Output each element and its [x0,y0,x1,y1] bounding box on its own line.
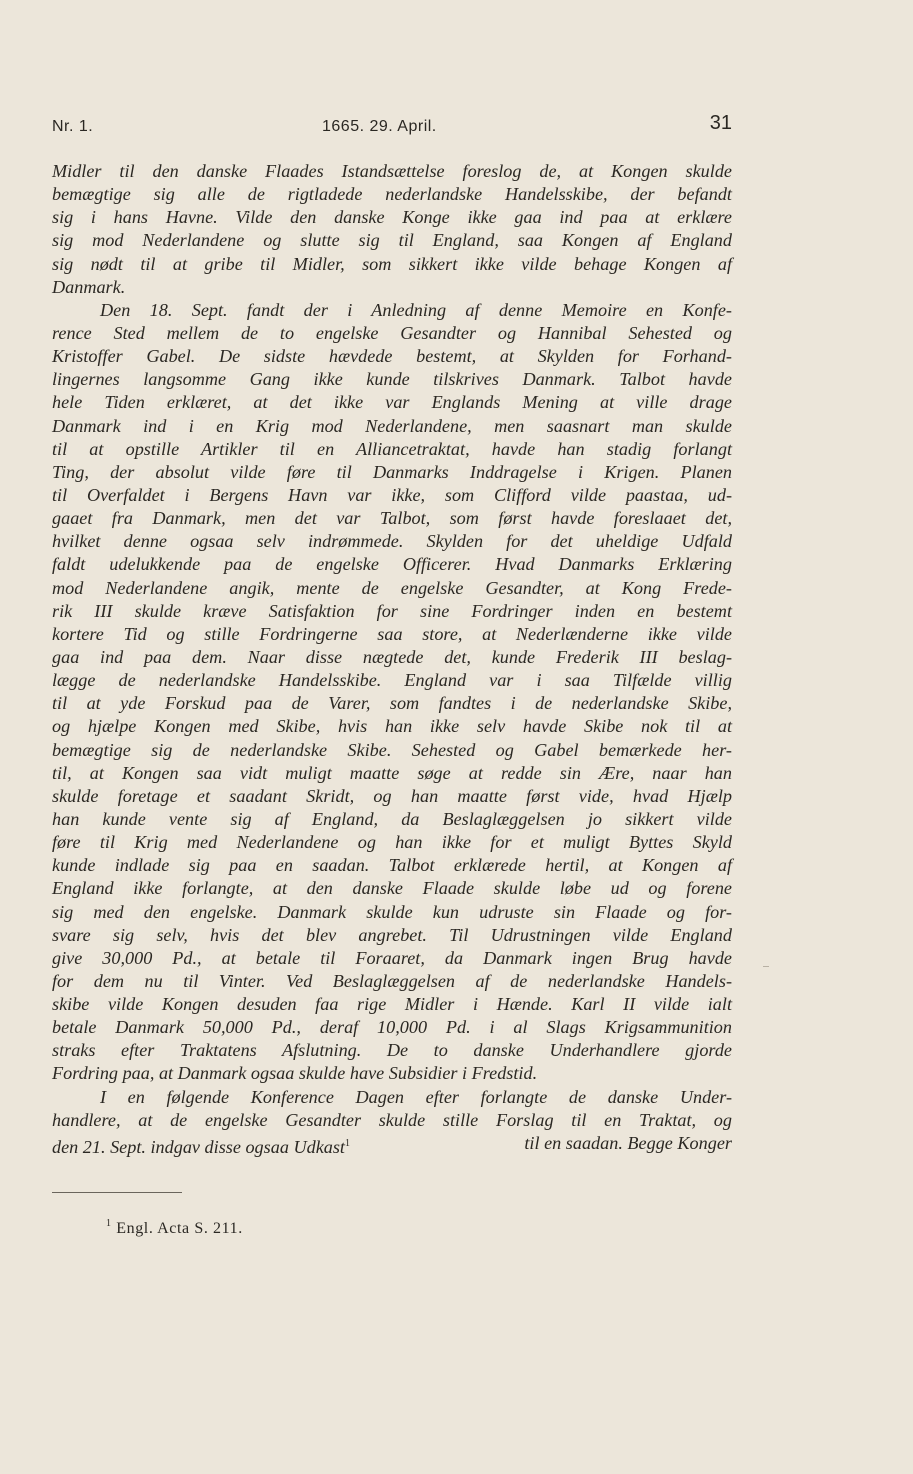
text-line: Kristoffer Gabel. De sidste hævdede bestemt, at Skylden for Forhand- [52,346,732,367]
text-line-part: til en saadan. Begge Konger [524,1132,732,1153]
text-line: sig mod Nederlandene og slutte sig til England, saa Kongen af England [52,230,732,251]
text-line: give 30,000 Pd., at betale til Foraaret, da Danmark ingen Brug havde [52,947,732,968]
text-line: straks efter Traktatens Afslutning. De to danske Underhandlere gjorde [52,1040,732,1061]
text-line: mod Nederlandene angik, mente de engelske Gesandter, at Kong Frede- [52,577,732,598]
text-line: til, at Kongen saa vidt muligt maatte søge at redde sin Ære, naar han [52,762,732,783]
text-line: sig i hans Havne. Vilde den danske Konge ikke gaa ind paa at erklære [52,207,732,228]
text-line: skibe vilde Kongen desuden faa rige Midler i Hænde. Karl II vilde ialt [52,994,732,1015]
footnote [106,1218,243,1238]
page-header [52,110,732,140]
body-text [52,160,732,1155]
text-line: rik III skulde kræve Satisfaktion for sine Fordringer inden en bestemt [52,600,732,621]
text-line: for dem nu til Vinter. Ved Beslaglæggelsen af de nederlandske Handels- [52,970,732,991]
text-line: føre til Krig med Nederlandene og han ikke for et muligt Byttes Skyld [52,832,732,853]
text-line: I en følgende Konference Dagen efter forlangte de danske Under- [100,1086,732,1107]
text-line: bemægtige sig de nederlandske Skibe. Sehested og Gabel bemærkede her- [52,739,732,760]
footnote-divider [52,1192,182,1193]
text-line: kortere Tid og stille Fordringerne saa store, at Nederlænderne ikke vilde [52,623,732,644]
text-line: Midler til den danske Flaades Istandsættelse foreslog de, at Kongen skulde [52,161,732,181]
footnote-text: Engl. Acta S. 211. [116,1220,243,1237]
text-line: til at yde Forskud paa de Varer, som fandtes i de nederlandske Skibe, [52,693,732,714]
margin-mark [763,966,769,967]
text-line: kunde indlade sig paa en saadan. Talbot erklærede hertil, at Kongen af [52,855,732,876]
text-line: og hjælpe Kongen med Skibe, hvis han ikke selv havde Skibe nok til at [52,716,732,737]
text-line-part: den 21. Sept. indgav disse ogsaa Udkast$^1$ [52,1136,350,1157]
text-line: Danmark. [52,276,126,297]
text-line: Den 18. Sept. fandt der i Anledning af denne Memoire en Konfe- [100,299,732,320]
text-line: gaaet fra Danmark, men det var Talbot, som først havde foreslaaet det, [52,508,732,529]
text-line: Fordring paa, at Danmark ogsaa skulde have Subsidier i Fredstid. [52,1063,538,1084]
text-line: lægge de nederlandske Handelsskibe. England var i saa Tilfælde villig [52,670,732,691]
text-line: til at opstille Artikler til en Alliancetraktat, havde han stadig forlangt [52,438,732,459]
text-line: betale Danmark 50,000 Pd., deraf 10,000 Pd. i al Slags Krigsammunition [52,1017,732,1038]
text-line: England ikke forlangte, at den danske Flaade skulde løbe ud og forene [52,878,732,899]
text-line-with-footnote-ref [52,1132,732,1155]
text-line: Danmark ind i en Krig mod Nederlandene, men saasnart man skulde [52,415,732,436]
footnote-marker: 1 [106,1218,112,1229]
text-line: skulde foretage et saadant Skridt, og han maatte først vide, hvad Hjælp [52,785,732,806]
text-line: faldt udelukkende paa de engelske Officerer. Hvad Danmarks Erklæring [52,554,732,575]
text-line: gaa ind paa dem. Naar disse nægtede det, kunde Frederik III beslag- [52,646,732,667]
text-line: til Overfaldet i Bergens Havn var ikke, som Clifford vilde paastaa, ud- [52,484,732,505]
text-line: Ting, der absolut vilde føre til Danmarks Inddragelse i Krigen. Planen [52,461,732,482]
text-line: bemægtige sig alle de rigtladede nederlandske Handelsskibe, der befandt [52,184,732,205]
text-line: handlere, at de engelske Gesandter skulde stille Forslag til en Traktat, og [52,1109,732,1130]
text-line: sig med den engelske. Danmark skulde kun udruste sin Flaade og for- [52,901,732,922]
text-line: hele Tiden erklæret, at det ikke var Englands Mening at ville drage [52,392,732,413]
text-line: han kunde vente sig af England, da Beslaglæggelsen jo sikkert vilde [52,808,732,829]
text-line: rence Sted mellem de to engelske Gesandter og Hannibal Sehested og [52,322,732,343]
text-line: sig nødt til at gribe til Midler, som sikkert ikke vilde behage Kongen af [52,253,732,274]
page-number: 31 [709,112,732,134]
footnote-reference: 1 [345,1137,350,1149]
header-document-number: Nr. 1. [52,118,94,135]
text-line: hvilket denne ogsaa selv indrømmede. Skylden for det uheldige Udfald [52,531,732,552]
text-line: svare sig selv, hvis det blev angrebet. Til Udrustningen vilde England [52,924,732,945]
text-line: lingernes langsomme Gang ikke kunde tilskrives Danmark. Talbot havde [52,369,732,390]
header-date: 1665. 29. April. [322,118,437,135]
